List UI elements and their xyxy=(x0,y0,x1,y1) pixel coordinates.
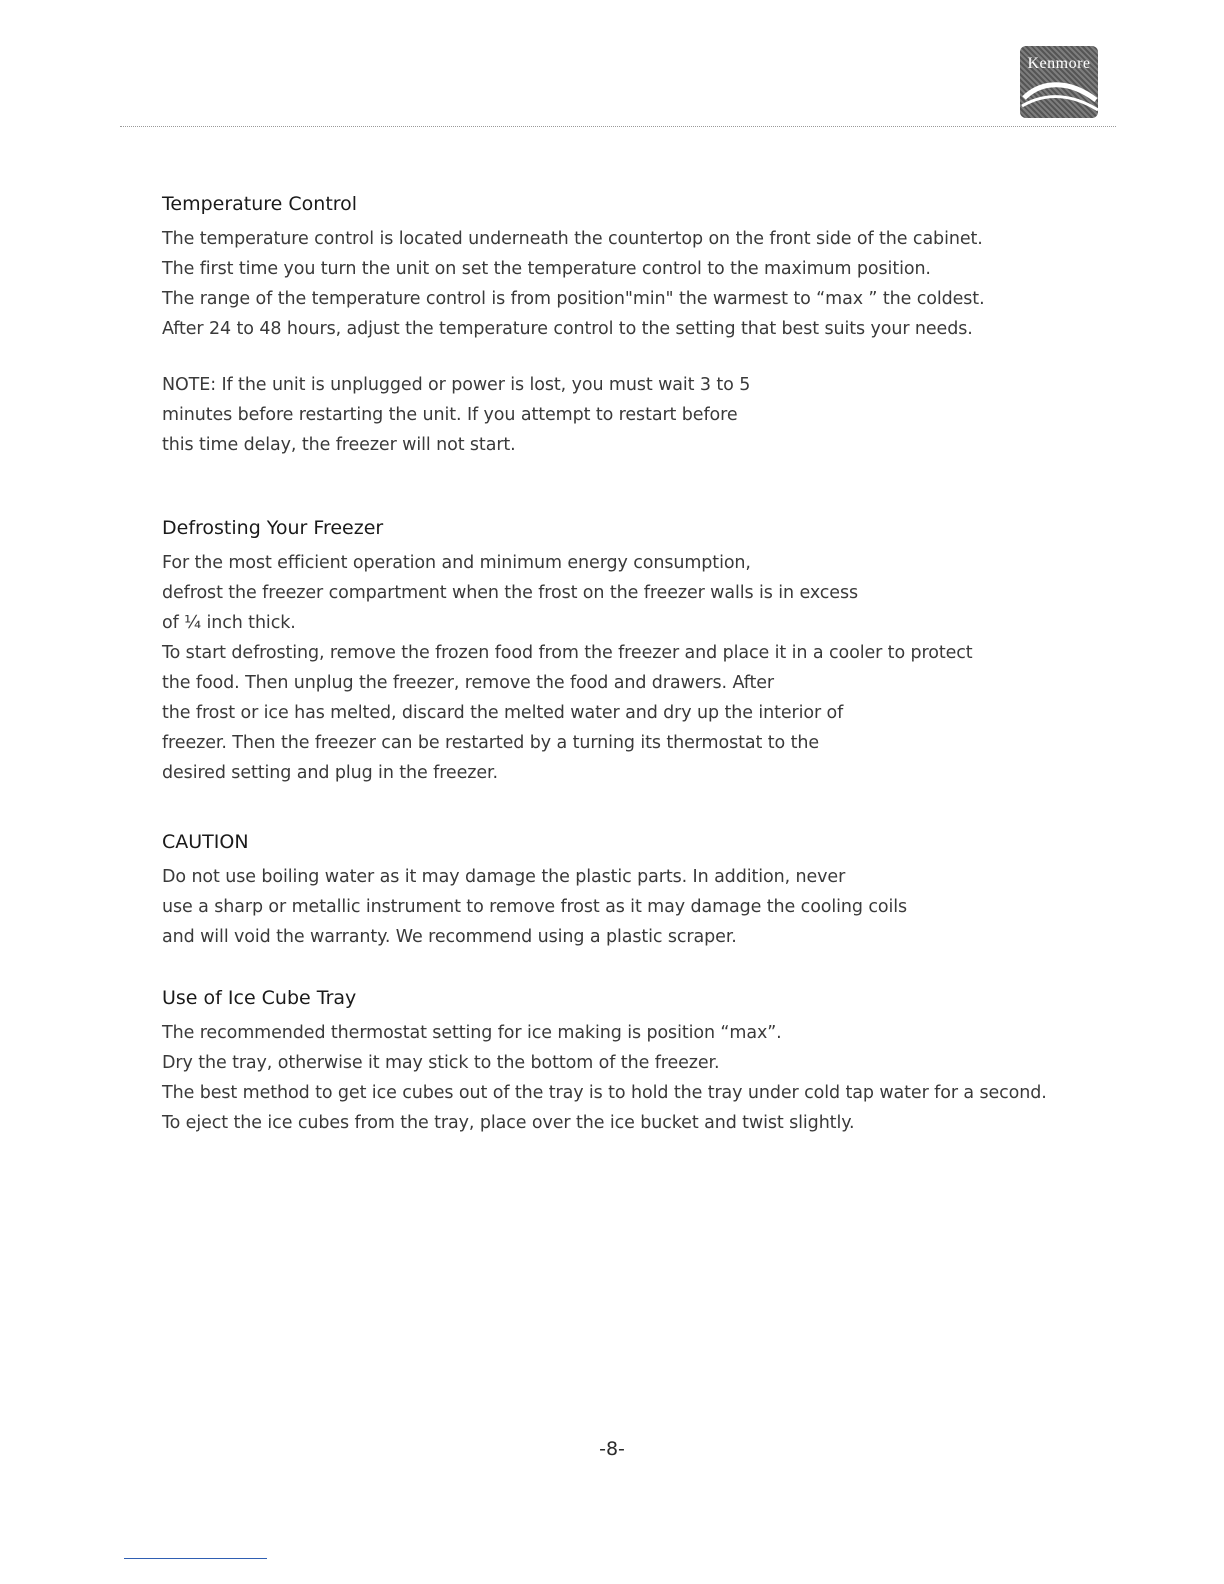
defrosting-section xyxy=(162,514,973,788)
paragraph-line: The best method to get ice cubes out of the tray is to hold the tray under cold tap water for a second. xyxy=(162,1083,1047,1103)
section-heading: Temperature Control xyxy=(162,193,358,215)
paragraph-line: After 24 to 48 hours, adjust the temperature control to the setting that best suits your needs. xyxy=(162,319,973,339)
page-number: -8- xyxy=(599,1438,625,1460)
paragraph-line: defrost the freezer compartment when the frost on the freezer walls is in excess xyxy=(162,583,858,603)
paragraph-line: the frost or ice has melted, discard the melted water and dry up the interior of xyxy=(162,703,844,723)
paragraph-line: minutes before restarting the unit. If you attempt to restart before xyxy=(162,405,738,425)
section-heading: CAUTION xyxy=(162,831,249,853)
paragraph-line: The first time you turn the unit on set the temperature control to the maximum position. xyxy=(162,259,931,279)
logo-text: Kenmore xyxy=(1027,55,1091,72)
paragraph-line: The recommended thermostat setting for ice making is position “max”. xyxy=(162,1023,782,1043)
note-section xyxy=(162,370,750,460)
footer-divider xyxy=(124,1558,267,1559)
paragraph-line: of ¼ inch thick. xyxy=(162,613,296,633)
paragraph-line: use a sharp or metallic instrument to remove frost as it may damage the cooling coils xyxy=(162,897,908,917)
paragraph-line: and will void the warranty. We recommend using a plastic scraper. xyxy=(162,927,737,947)
temperature-control-section xyxy=(162,190,985,344)
section-heading: Defrosting Your Freezer xyxy=(162,517,384,539)
paragraph-line: To start defrosting, remove the frozen food from the freezer and place it in a cooler to protect xyxy=(162,643,973,663)
paragraph-line: Dry the tray, otherwise it may stick to the bottom of the freezer. xyxy=(162,1053,720,1073)
ice-cube-tray-section xyxy=(162,984,1047,1138)
paragraph-line: The range of the temperature control is from position"min" the warmest to “max ” the coldest. xyxy=(162,289,985,309)
kenmore-logo xyxy=(1020,46,1098,118)
paragraph-line: the food. Then unplug the freezer, remove the food and drawers. After xyxy=(162,673,774,693)
paragraph-line: The temperature control is located underneath the countertop on the front side of the cabinet. xyxy=(162,229,983,249)
section-heading: Use of Ice Cube Tray xyxy=(162,987,357,1009)
paragraph-line: Do not use boiling water as it may damage the plastic parts. In addition, never xyxy=(162,867,846,887)
paragraph-line: For the most efficient operation and minimum energy consumption, xyxy=(162,553,751,573)
paragraph-line: NOTE: If the unit is unplugged or power is lost, you must wait 3 to 5 xyxy=(162,375,751,395)
paragraph-line: this time delay, the freezer will not start. xyxy=(162,435,516,455)
caution-section xyxy=(162,828,907,952)
paragraph-line: desired setting and plug in the freezer. xyxy=(162,763,498,783)
header-divider xyxy=(120,126,1116,127)
paragraph-line: To eject the ice cubes from the tray, place over the ice bucket and twist slightly. xyxy=(162,1113,855,1133)
paragraph-line: freezer. Then the freezer can be restarted by a turning its thermostat to the xyxy=(162,733,819,753)
